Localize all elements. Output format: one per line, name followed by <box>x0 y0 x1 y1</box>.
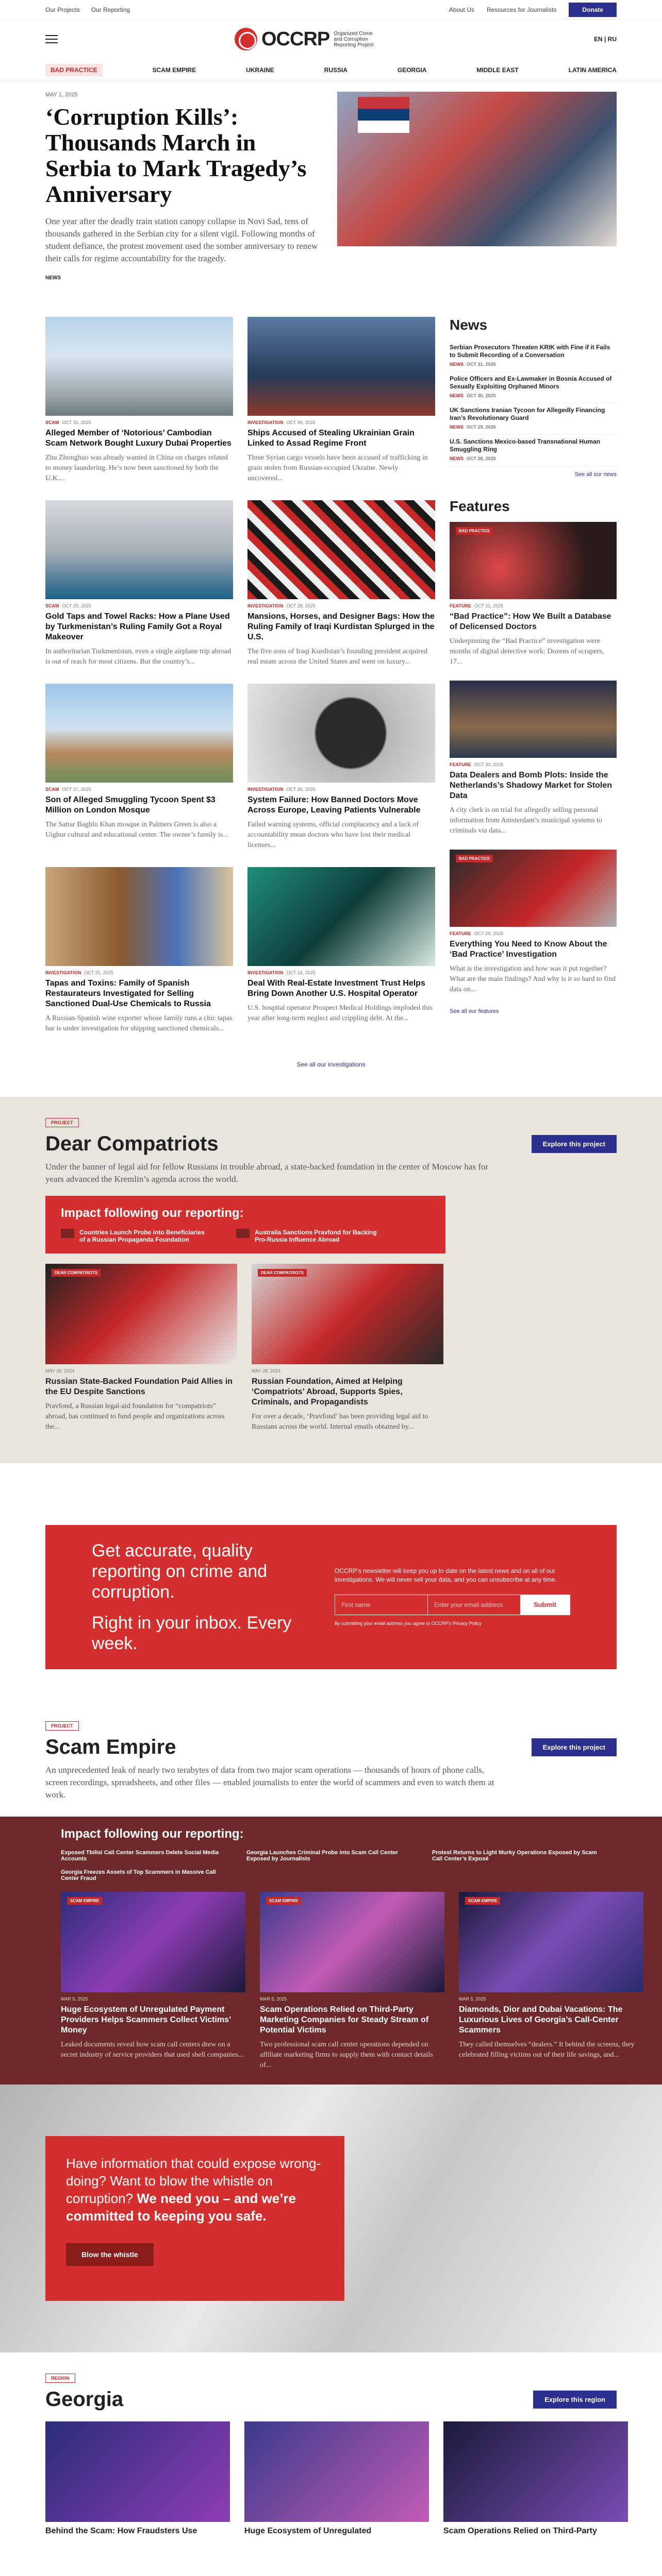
language-switcher[interactable]: EN | RU <box>593 36 617 43</box>
region-card[interactable]: Huge Ecosystem of Unregulated <box>244 2421 429 2540</box>
logo-subtitle: Organized Crime and Corruption Reporting Project <box>334 30 374 48</box>
top-bar <box>0 0 662 20</box>
project-tag[interactable]: PROJECT <box>45 1721 79 1731</box>
story-dek: In authoritarian Turkmenistan, even a single airplane trip abroad is out of reach for most citizens. But the country’s... <box>45 648 231 666</box>
impact-item[interactable]: Georgia Freezes Assets of Top Scammers in Massive Call Center Fraud <box>61 1869 216 1882</box>
project-title[interactable]: Dear Compatriots <box>45 1132 219 1155</box>
nav-item[interactable]: MIDDLE EAST <box>476 66 519 74</box>
impact-item[interactable]: Australia Sanctions Pravfond for Backing Pro-Russia Influence Abroad <box>236 1229 380 1243</box>
donate-button[interactable]: Donate <box>569 3 617 17</box>
project-tag[interactable]: PROJECT <box>45 1118 79 1127</box>
region-tag[interactable]: REGION <box>45 2374 75 2383</box>
site-header <box>0 20 662 59</box>
story-dek: U.S. hospital operator Prospect Medical Holdings imploded this year after long-term neglect and crippling debt. At the... <box>247 1004 433 1022</box>
resources-link[interactable]: Resources for Journalists <box>486 6 557 13</box>
impact-box: Impact following our reporting: Countries Launch Probe into Beneficiaries of a Russian Propaganda Foundation Australia Sanctions Pravfond for Backing Pro-Russia Influence Abroad <box>45 1196 445 1253</box>
feature-card[interactable]: BAD PRACTICE FEATURE OCT 29, 2025 Everything You Need to Know About the ‘Bad Practice’ Investigation What is the investigation and how was it put together? What are the main findings? And why is it so hard to find data on... <box>450 850 617 995</box>
project-card[interactable]: SCAM EMPIRE MAR 5, 2025 Huge Ecosystem of Unregulated Payment Providers Helps Scammers Collect Victims’ Money Leaked documents reveal how scam call centers drew on a secret industry of service providers that used shell companies... <box>61 1892 245 2071</box>
project-card[interactable]: DEAR COMPATRIOTS MAY 28, 2024 Russian Foundation, Aimed at Helping ‘Compatriots’ Abroad, Supports Spies, Criminals, and Propagandists For over a decade, ‘Pravfond’ has been providing legal aid to Russians across the world. Internal emails obtained by... <box>252 1264 443 1432</box>
project-image[interactable]: DEAR COMPATRIOTS <box>252 1264 443 1364</box>
explore-project-button[interactable]: Explore this project <box>532 1135 617 1153</box>
whistleblower-section: Have information that could expose wrong-doing? Want to blow the whistle on corruption? We need you – and we’re committed to keeping you safe. Blow the whistle <box>0 2084 662 2352</box>
feature-image[interactable]: BAD PRACTICE <box>450 522 617 599</box>
story-card[interactable]: INVESTIGATION OCT 24, 2025 Deal With Real-Estate Investment Trust Helps Bring Down Another U.S. Hospital Operator U.S. hospital operator Prospect Medical Holdings imploded this year after long-term neglect and crippling debt. At the... <box>247 867 435 1035</box>
scam-impact: Impact following our reporting: Exposed Tbilisi Call Center Scammers Delete Social Media Accounts Georgia Launches Criminal Probe into Scam Call Center Exposed by Journalists Protest Returns to Light Murky Operations Exposed by Scam Call Center’s Exposé Georgia Freezes Assets of Top Scammers in Massive Call Center Fraud SCAM EMPIRE MAR 5, 2025 Huge Ecosystem of Unregulated Payment Providers Helps Scammers Collect Victims’ Money Leaked documents reveal how scam call centers drew on a secret industry of service providers that used shell companies... SCAM EMPIRE MAR 5, 2025 Scam Operations Relied on Third-Party Marketing Companies for Steady Stream of Potential Victims Two professional scam call center operations depended on affiliate marketing firms to supply them with contact details of... SCAM EMPIRE MAR 5, 2025 Diamonds, Dior and Dubai Vacations: The Luxurious Lives of Georgia’s Call-Center Scammers They called themselves “dealers.” It behind the screens, they celebrated filling victims out of their life savings, and... <box>0 1817 662 2084</box>
main-nav <box>0 59 662 81</box>
logo[interactable] <box>235 28 380 50</box>
project-image[interactable]: DEAR COMPATRIOTS <box>45 1264 237 1364</box>
latest-grid <box>0 281 662 1035</box>
story-image[interactable] <box>247 684 435 783</box>
project-desc: An unprecedented leak of nearly two terabytes of data from two major scam operations — thousands of hours of phone calls, screen recordings, spreadsheets, and other files — enabled journalists to enter the world of scammers and even to watch them at work. <box>45 1765 494 1800</box>
region-card[interactable]: Scam Operations Relied on Third-Party <box>443 2421 628 2540</box>
story-title[interactable]: Deal With Real-Estate Investment Trust Helps Bring Down Another U.S. Hospital Operator <box>247 979 425 998</box>
nav-item[interactable]: RUSSIA <box>324 66 347 74</box>
story-title[interactable]: Gold Taps and Towel Racks: How a Plane Used by Turkmenistan’s Ruling Family Got a Royal Makeover <box>45 612 230 641</box>
explore-project-button[interactable]: Explore this project <box>532 1738 617 1756</box>
our-projects-link[interactable]: Our Projects <box>45 6 80 13</box>
project-card[interactable]: SCAM EMPIRE MAR 5, 2025 Scam Operations Relied on Third-Party Marketing Companies for Steady Stream of Potential Victims Two professional scam call center operations depended on affiliate marketing firms to supply them with contact details of... <box>260 1892 444 2071</box>
blow-whistle-button[interactable]: Blow the whistle <box>66 2243 154 2266</box>
impact-item[interactable]: Georgia Launches Criminal Probe into Scam Call Center Exposed by Journalists <box>246 1850 399 1862</box>
logo-name: OCCRP <box>261 28 330 50</box>
story-dek: Three Syrian cargo vessels have been accused of trafficking in grain stolen from Russian-occupied Ukraine. Newly uncovered... <box>247 454 428 482</box>
dear-compatriots-section <box>0 1097 662 1463</box>
nav-item[interactable]: GEORGIA <box>397 66 427 74</box>
story-title[interactable]: Alleged Member of ‘Notorious’ Cambodian Scam Network Bought Luxury Dubai Properties <box>45 429 231 448</box>
news-item[interactable]: UK Sanctions Iranian Tycoon for Allegedly Financing Iran’s Revolutionary Guard NEWS OCT 29, 2025 <box>450 403 617 435</box>
story-dek: A Russian-Spanish wine exporter whose family runs a chic tapas bar is under investigation for shipping sanctioned chemicals... <box>45 1014 233 1032</box>
story-card[interactable]: INVESTIGATION OCT 26, 2025 System Failure: How Banned Doctors Move Across Europe, Leaving Patients Vulnerable Failed warning systems, official complacency and a lack of accountability mean doctors who have lost their medical licenses... <box>247 684 435 852</box>
nav-item[interactable]: SCAM EMPIRE <box>152 66 196 74</box>
story-title[interactable]: System Failure: How Banned Doctors Move Across Europe, Leaving Patients Vulnerable <box>247 795 421 815</box>
see-all-investigations-link[interactable]: See all our investigations <box>296 1061 366 1068</box>
story-image[interactable] <box>247 867 435 966</box>
our-reporting-link[interactable]: Our Reporting <box>91 6 130 13</box>
see-all-news-link[interactable]: See all our news <box>574 471 617 478</box>
see-all-features-link[interactable]: See all our features <box>450 1008 499 1014</box>
impact-item[interactable]: Countries Launch Probe into Beneficiaries of a Russian Propaganda Foundation <box>61 1229 205 1243</box>
story-title[interactable]: Mansions, Horses, and Designer Bags: How the Ruling Family of Iraqi Kurdistan Splurged in the U.S. <box>247 612 435 641</box>
features-heading: Features <box>450 498 510 514</box>
nav-item[interactable]: LATIN AMERICA <box>568 66 617 74</box>
newsletter-signup: Get accurate, quality reporting on crime and corruption. Right in your inbox. Every week. OCCRP’s newsletter will keep you up to date on the latest news and on all of our investigations. We will never sell your data, and you can unsubscribe at any time. First name Enter your email address Submit By submitting your email address you agree to OCCRP’s Privacy Policy <box>45 1525 617 1669</box>
story-card[interactable]: SCAM OCT 31, 2025 Alleged Member of ‘Notorious’ Cambodian Scam Network Bought Luxury Dubai Properties Zhu Zhonghuo was already wanted in China on charges related to money laundering. He’s now been sanctioned by both the U.K.... <box>45 317 233 485</box>
story-card[interactable]: INVESTIGATION OCT 28, 2025 Mansions, Horses, and Designer Bags: How the Ruling Family of Iraqi Kurdistan Splurged in the U.S. The five sons of Iraqi Kurdistan’s founding president acquired real estate across the United States and went on luxury... <box>247 500 435 668</box>
news-item[interactable]: Police Officers and Ex-Lawmaker in Bosnia Accused of Sexually Exploiting Orphaned Minors NEWS OCT 30, 2025 <box>450 372 617 403</box>
first-name-input[interactable] <box>335 1595 428 1615</box>
region-title[interactable]: Georgia <box>45 2388 124 2411</box>
story-image[interactable] <box>247 500 435 599</box>
hero-dek: One year after the deadly train station canopy collapse in Novi Sad, tens of thousands gathered in the Serbian city for a silent vigil. Following months of student defiance, the protest movement used the somber anniversary to renew their calls for regime accountability for the tragedy. <box>45 216 318 263</box>
explore-region-button[interactable]: Explore this region <box>533 2391 617 2409</box>
feature-image[interactable] <box>450 681 617 758</box>
impact-item[interactable]: Protest Returns to Light Murky Operations Exposed by Scam Call Center’s Exposé <box>432 1850 597 1862</box>
project-title[interactable]: Scam Empire <box>45 1736 176 1758</box>
feature-card[interactable]: BAD PRACTICE FEATURE OCT 31, 2025 “Bad Practice”: How We Built a Database of Delicensed Doctors Underpinning the “Bad Practice” investigation were months of digital detective work: Dozens of scrapers, 17... <box>450 522 617 667</box>
story-image[interactable] <box>45 317 233 416</box>
flag-image <box>358 97 409 133</box>
project-desc: Under the banner of legal aid for fellow Russians in trouble abroad, a state-backed foundation in the center of Moscow has for years advanced the Kremlin’s agenda across the world. <box>45 1162 489 1184</box>
story-image[interactable] <box>45 867 233 966</box>
hero-title[interactable]: ‘Corruption Kills’: Thousands March in Serbia to Mark Tragedy’s Anniversary <box>45 104 307 207</box>
nav-item[interactable]: UKRAINE <box>246 66 274 74</box>
region-card[interactable]: Behind the Scam: How Fraudsters Use <box>45 2421 230 2540</box>
impact-item[interactable]: Exposed Tbilisi Call Center Scammers Delete Social Media Accounts <box>61 1850 219 1862</box>
hero-date: MAY 1, 2025 <box>45 92 78 98</box>
project-card[interactable]: DEAR COMPATRIOTS MAY 28, 2024 Russian State-Backed Foundation Paid Allies in the EU Despite Sanctions Pravfond, a Russian legal-aid foundation for “compatriots” abroad, has continued to fund people and organizations across the... <box>45 1264 237 1432</box>
hero-tag[interactable]: NEWS <box>45 275 61 281</box>
story-title[interactable]: Son of Alleged Smuggling Tycoon Spent $3 Million on London Mosque <box>45 795 216 815</box>
story-card[interactable]: SCAM OCT 29, 2025 Gold Taps and Towel Racks: How a Plane Used by Turkmenistan’s Ruling Family Got a Royal Makeover In authoritarian Turkmenistan, even a single airplane trip abroad is out of reach for most citizens. But the country’s... <box>45 500 233 668</box>
story-card[interactable]: INVESTIGATION OCT 30, 2025 Ships Accused of Stealing Ukrainian Grain Linked to Assad Regime Front Three Syrian cargo vessels have been accused of trafficking in grain stolen from Russian-occupied Ukraine. Newly uncovered... <box>247 317 435 485</box>
sidebar <box>450 317 617 1035</box>
hero-image[interactable] <box>337 92 617 246</box>
story-image[interactable] <box>247 317 435 416</box>
news-item[interactable]: U.S. Sanctions Mexico-based Transnational Human Smuggling Ring NEWS OCT 28, 2025 <box>450 435 617 466</box>
news-heading: News <box>450 317 488 333</box>
hero <box>0 81 662 281</box>
story-image[interactable] <box>45 500 233 599</box>
story-title[interactable]: Tapas and Toxins: Family of Spanish Restaurateurs Investigated for Selling Sanctioned Dual-Use Chemicals to Russia <box>45 979 211 1008</box>
georgia-section <box>0 2352 662 2540</box>
story-dek: The Sattar Baghlu Khan mosque in Palmers Green is also a Uighur cultural and educational center. The owner’s family is... <box>45 821 228 839</box>
project-card[interactable]: SCAM EMPIRE MAR 5, 2025 Diamonds, Dior and Dubai Vacations: The Luxurious Lives of Georgia’s Call-Center Scammers They called themselves “dealers.” It behind the screens, they celebrated filling victims out of their life savings, and... <box>459 1892 643 2071</box>
nav-item[interactable]: BAD PRACTICE <box>45 64 103 76</box>
story-dek: The five sons of Iraqi Kurdistan’s founding president acquired real estate across the United States and went on luxury... <box>247 648 428 666</box>
story-image[interactable] <box>45 684 233 783</box>
scam-empire-section <box>0 1721 662 2084</box>
about-link[interactable]: About Us <box>449 6 474 13</box>
story-card[interactable]: SCAM OCT 27, 2025 Son of Alleged Smuggling Tycoon Spent $3 Million on London Mosque The Sattar Baghlu Khan mosque in Palmers Green is also a Uighur cultural and educational center. The owner’s family is... <box>45 684 233 852</box>
story-dek: Zhu Zhonghuo was already wanted in China on charges related to money laundering. He’s now been sanctioned by both the U.K.... <box>45 454 228 482</box>
story-dek: Failed warning systems, official complacency and a lack of accountability mean doctors who have lost their medical licenses... <box>247 821 419 849</box>
menu-icon[interactable] <box>45 35 58 43</box>
globe-icon <box>235 28 257 50</box>
news-item[interactable]: Serbian Prosecutors Threaten KRIK with Fine if it Fails to Submit Recording of a Conversation NEWS OCT 31, 2025 <box>450 341 617 372</box>
submit-button[interactable]: Submit <box>520 1595 570 1615</box>
story-card[interactable]: INVESTIGATION OCT 25, 2025 Tapas and Toxins: Family of Spanish Restaurateurs Investigated for Selling Sanctioned Dual-Use Chemicals to Russia A Russian-Spanish wine exporter whose family runs a chic tapas bar is under investigation for shipping sanctioned chemicals... <box>45 867 233 1035</box>
email-input[interactable] <box>428 1595 520 1615</box>
feature-card[interactable]: FEATURE OCT 30, 2025 Data Dealers and Bomb Plots: Inside the Netherlands’s Shadowy Market for Stolen Data A city clerk is on trial for allegedly selling personal information from Amsterdam’s municipal systems to criminals via data... <box>450 681 617 836</box>
story-title[interactable]: Ships Accused of Stealing Ukrainian Grain Linked to Assad Regime Front <box>247 429 415 448</box>
feature-image[interactable]: BAD PRACTICE <box>450 850 617 927</box>
